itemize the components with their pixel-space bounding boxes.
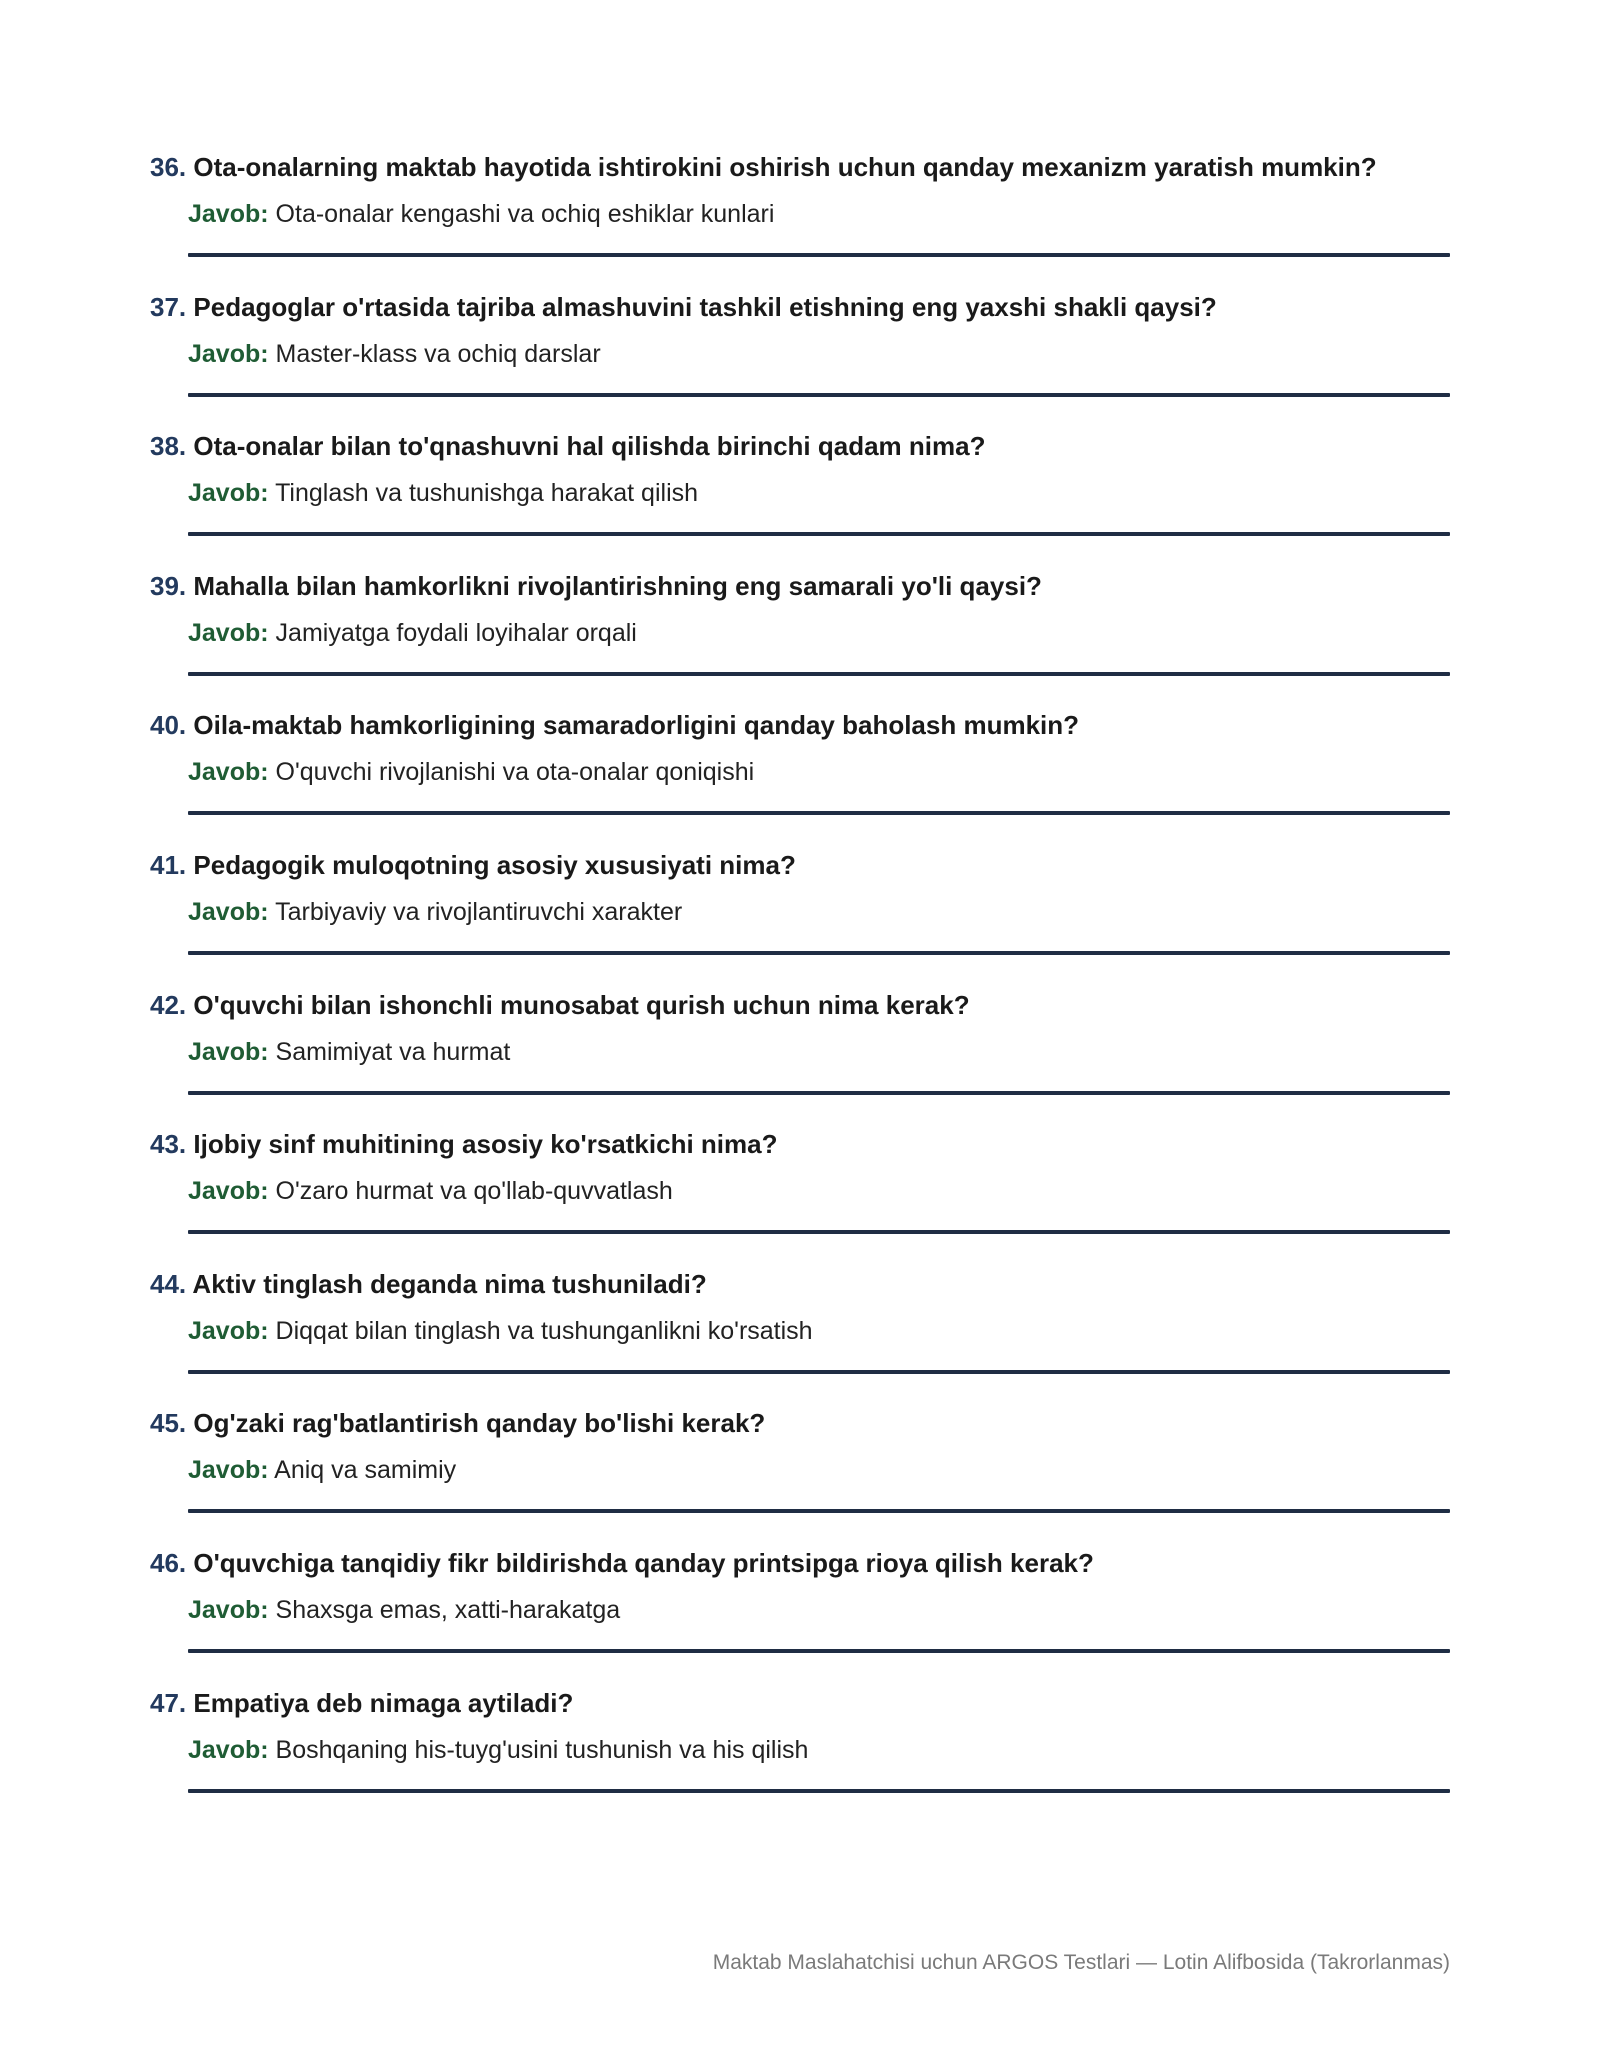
divider-line [188,951,1450,955]
question-item [150,1255,1450,1395]
answer-text [188,338,601,370]
answer-body: Ota-onalar kengashi va ochiq eshiklar kunlari [275,200,775,228]
question-number: 47. [150,1687,187,1718]
question-item [150,1674,1450,1814]
answer-label: Javob: [188,758,269,787]
question-number: 36. [150,152,187,182]
answer-body: Master-klass va ochiq darslar [275,339,601,368]
question-body: O'quvchiga tanqidiy fikr bildirishda qanday printsipga rioya qilish kerak? [193,1547,1094,1578]
question-item [150,976,1450,1116]
question-number: 41. [150,849,187,880]
question-text [150,290,1217,324]
answer-text [188,1175,673,1207]
question-text [150,150,1377,184]
answer-label: Javob: [188,1595,269,1624]
answer-body: Jamiyatga foydali loyihalar orqali [275,618,637,647]
question-text [150,988,970,1022]
answer-text [188,1454,456,1486]
question-text [150,1546,1094,1580]
question-number: 45. [150,1408,187,1439]
divider-line [188,253,1450,257]
question-item [150,1534,1450,1674]
answer-label: Javob: [188,1037,269,1066]
question-item [150,417,1450,557]
question-text [150,1686,573,1720]
answer-body: Diqqat bilan tinglash va tushunganlikni ko'rsatish [275,1316,813,1345]
answer-body: O'quvchi rivojlanishi va ota-onalar qoniqishi [275,758,755,787]
answer-label: Javob: [188,1735,269,1764]
question-text [150,429,985,463]
divider-line [188,1649,1450,1653]
answer-text [188,1734,808,1766]
question-item [150,138,1450,278]
answer-body: Tarbiyaviy va rivojlantiruvchi xarakter [275,897,683,926]
answer-label: Javob: [188,1177,269,1206]
question-body: O'quvchi bilan ishonchli munosabat qurish uchun nima kerak? [193,989,970,1020]
question-item [150,1115,1450,1255]
question-number: 38. [150,431,187,462]
divider-line [188,1370,1450,1374]
question-text [150,848,796,882]
answer-label: Javob: [188,1316,269,1345]
question-body: Pedagoglar o'rtasida tajriba almashuvini tashkil etishning eng yaxshi shakli qaysi? [193,291,1217,322]
page-footer: Maktab Maslahatchisi uchun ARGOS Testlari — Lotin Alifbosida (Takrorlanmas) [712,1951,1450,1974]
question-item [150,557,1450,697]
question-text [150,1127,777,1161]
question-text [150,1406,765,1440]
question-text [150,569,1042,603]
question-number: 39. [150,570,187,601]
answer-text [188,756,754,788]
question-body: Empatiya deb nimaga aytiladi? [193,1687,574,1718]
question-number: 37. [150,291,187,322]
question-body: Oila-maktab hamkorligining samaradorligini qanday baholash mumkin? [193,710,1080,741]
answer-text [188,896,682,928]
question-body: Mahalla bilan hamkorlikni rivojlantirishning eng samarali yo'li qaysi? [193,570,1042,601]
divider-line [188,393,1450,397]
question-list [150,138,1450,1813]
answer-text [188,617,637,649]
answer-label: Javob: [188,479,269,508]
answer-label: Javob: [188,200,269,228]
answer-body: O'zaro hurmat va qo'llab-quvvatlash [275,1177,673,1206]
question-body: Aktiv tinglash deganda nima tushuniladi? [192,1268,707,1299]
divider-line [188,672,1450,676]
question-item [150,278,1450,418]
question-number: 42. [150,989,187,1020]
answer-label: Javob: [188,1456,269,1485]
answer-label: Javob: [188,897,269,926]
question-number: 46. [150,1547,187,1578]
divider-line [188,1789,1450,1793]
answer-body: Boshqaning his-tuyg'usini tushunish va his qilish [275,1735,809,1764]
answer-text [188,477,698,509]
answer-text [188,198,774,230]
question-text [150,708,1079,742]
divider-line [188,532,1450,536]
divider-line [188,1230,1450,1234]
question-body: Ota-onalarning maktab hayotida ishtirokini oshirish uchun qanday mexanizm yaratish mumkin? [193,152,1377,182]
answer-body: Samimiyat va hurmat [275,1037,511,1066]
answer-body: Shaxsga emas, xatti-harakatga [275,1595,621,1624]
answer-label: Javob: [188,339,269,368]
answer-text [188,1594,620,1626]
answer-body: Aniq va samimiy [274,1456,457,1485]
question-text [150,1267,707,1301]
divider-line [188,1509,1450,1513]
question-item [150,696,1450,836]
answer-text [188,1315,813,1347]
question-item [150,1394,1450,1534]
question-number: 44. [150,1268,187,1299]
question-number: 43. [150,1129,187,1160]
answer-text [188,1036,510,1068]
divider-line [188,811,1450,815]
question-body: Pedagogik muloqotning asosiy xususiyati nima? [193,849,796,880]
question-body: Og'zaki rag'batlantirish qanday bo'lishi kerak? [193,1408,766,1439]
divider-line [188,1091,1450,1095]
answer-label: Javob: [188,618,269,647]
question-body: Ota-onalar bilan to'qnashuvni hal qilishda birinchi qadam nima? [193,431,986,462]
answer-body: Tinglash va tushunishga harakat qilish [275,479,699,508]
question-body: Ijobiy sinf muhitining asosiy ko'rsatkichi nima? [193,1129,778,1160]
question-item [150,836,1450,976]
question-number: 40. [150,710,187,741]
